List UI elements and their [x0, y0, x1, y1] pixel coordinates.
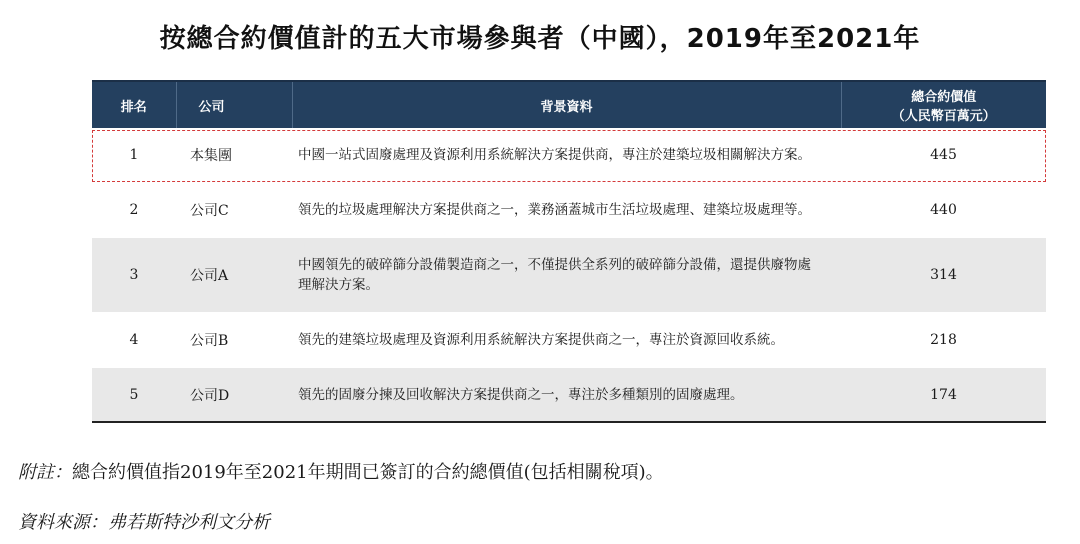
- cell-background: 領先的建築垃圾處理及資源利用系統解決方案提供商之一，專注於資源回收系統。: [298, 332, 784, 348]
- cell-value: 445: [930, 147, 957, 163]
- cell-value: 314: [841, 238, 1046, 312]
- cell-background: 中國領先的破碎篩分設備製造商之一，不僅提供全系列的破碎篩分設備，還提供廢物處理解決方案。: [292, 238, 841, 312]
- cell-rank: 4: [129, 332, 139, 348]
- table-row: [92, 238, 1046, 312]
- cell-rank: 5: [92, 368, 176, 422]
- cell-rank: 3: [92, 238, 176, 312]
- header-background: 背景資料: [292, 81, 841, 128]
- cell-value: 218: [930, 332, 957, 348]
- footnote-label: 附註：: [18, 462, 72, 483]
- cell-company: 本集團: [190, 148, 232, 164]
- cell-company: 公司B: [190, 333, 229, 349]
- cell-rank: 2: [129, 202, 139, 218]
- cell-value: 174: [841, 368, 1046, 422]
- cell-background: 領先的垃圾處理解決方案提供商之一，業務涵蓋城市生活垃圾處理、建築垃圾處理等。: [298, 202, 811, 218]
- header-value-unit: （人民幣百萬元）: [891, 109, 996, 124]
- table-row: [92, 128, 1046, 182]
- header-rank: 排名: [92, 81, 176, 128]
- page-title: 按總合約價值計的五大市場參與者（中國），2019年至2021年: [159, 24, 921, 54]
- cell-company: 公司D: [176, 368, 292, 422]
- table-row: [92, 312, 1046, 368]
- header-value-title: 總合約價值: [911, 90, 977, 105]
- header-company: 公司: [176, 81, 292, 128]
- cell-value: 440: [930, 202, 957, 218]
- market-players-table: [92, 80, 1046, 423]
- table-header-row: [92, 81, 1046, 128]
- footnote-text: 總合約價值指2019年至2021年期間已簽訂的合約總價值(包括相關稅項)。: [72, 462, 664, 483]
- table-row: [92, 368, 1046, 422]
- cell-company: 公司A: [176, 238, 292, 312]
- table-row: [92, 182, 1046, 238]
- footnote: [18, 458, 664, 484]
- header-total-contract-value: [841, 81, 1046, 128]
- cell-background: 中國一站式固廢處理及資源利用系統解決方案提供商，專注於建築垃圾相關解決方案。: [298, 147, 811, 163]
- cell-rank: 1: [129, 147, 139, 163]
- cell-company: 公司C: [190, 203, 229, 219]
- source-note: 資料來源：弗若斯特沙利文分析: [18, 512, 270, 533]
- cell-background: 領先的固廢分揀及回收解決方案提供商之一，專注於多種類別的固廢處理。: [292, 368, 841, 422]
